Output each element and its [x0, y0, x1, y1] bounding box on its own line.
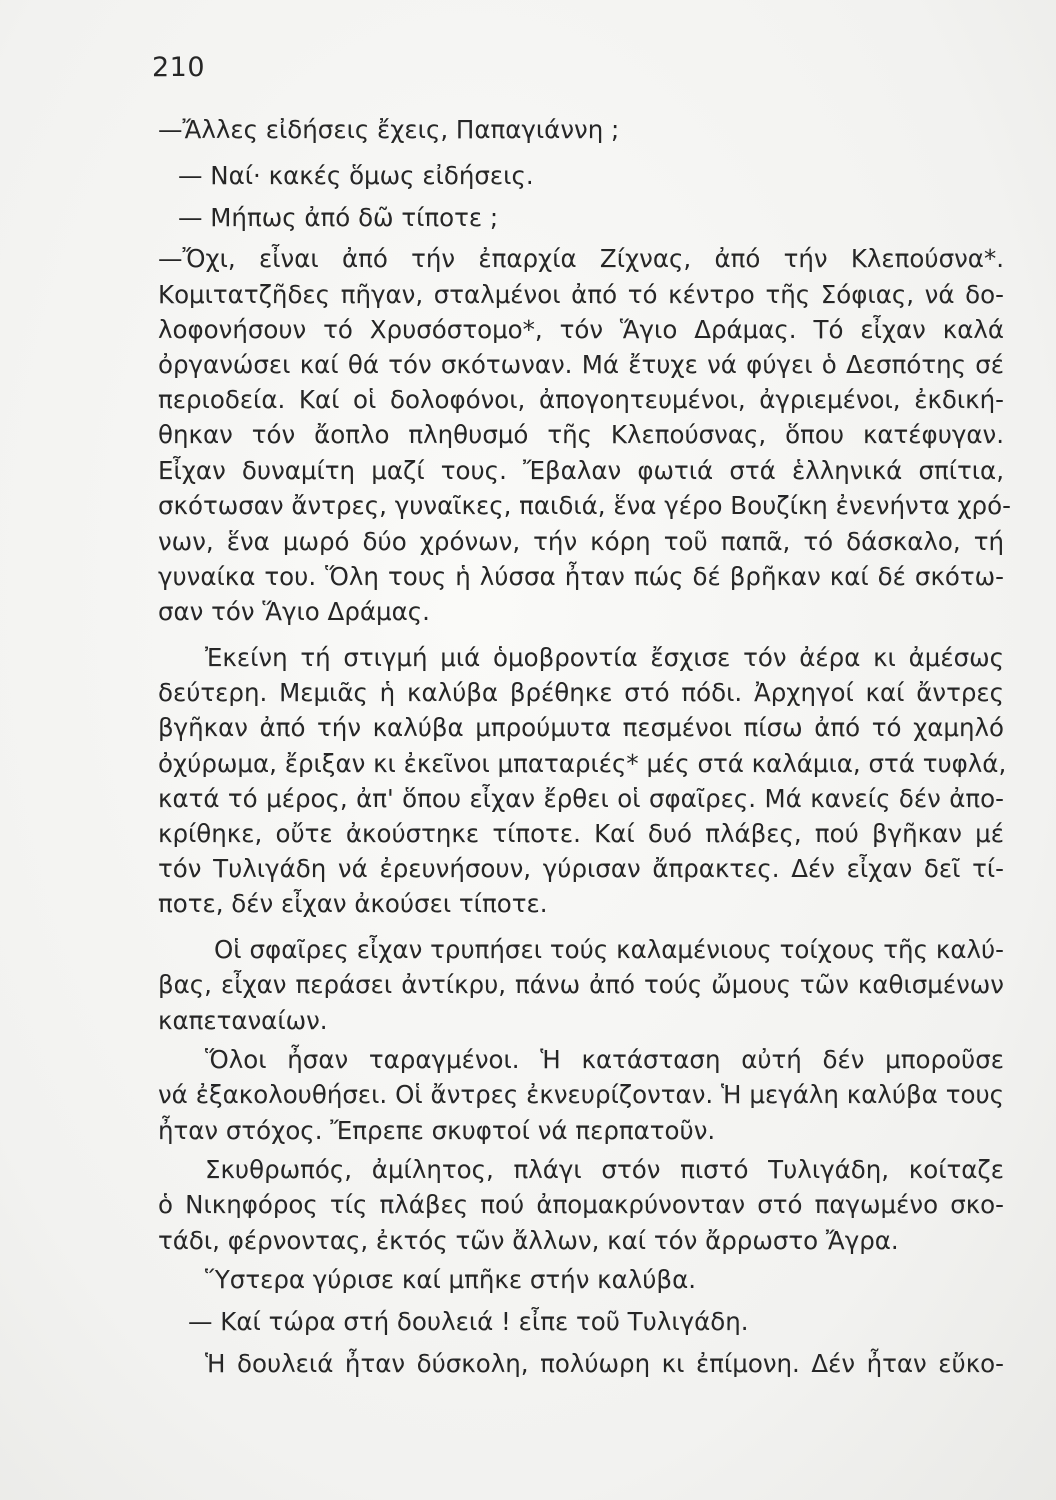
text-line: Ἐκείνη τή στιγμή μιά ὁμοβροντία ἔσχισε τόν ἀέρα κι ἀμέσως — [205, 643, 1004, 672]
text-line: — Ναί· κακές ὅμως εἰδήσεις. — [178, 161, 534, 190]
text-line: νά ἐξακολουθήσει. Οἱ ἄντρες ἐκνευρίζονταν. Ἡ μεγάλη καλύβα τους — [158, 1080, 1004, 1109]
text-line: σαν τόν Ἅγιο Δράμας. — [158, 597, 430, 626]
text-line: νων, ἕνα μωρό δύο χρόνων, τήν κόρη τοῦ παπᾶ, τό δάσκαλο, τή — [158, 527, 1004, 556]
text-line: ὁ Νικηφόρος τίς πλάβες πού ἀπομακρύνονταν στό παγωμένο σκο- — [158, 1190, 1004, 1219]
text-line: γυναίκα του. Ὅλη τους ἡ λύσσα ἦταν πώς δέ βρῆκαν καί δέ σκότω- — [158, 562, 1004, 591]
text-line: Οἱ σφαῖρες εἶχαν τρυπήσει τούς καλαμένιους τοίχους τῆς καλύ- — [214, 935, 1004, 964]
text-line: ὀχύρωμα, ἔριξαν κι ἐκεῖνοι μπαταριές* μές στά καλάμια, στά τυφλά, — [158, 749, 1007, 778]
text-line: Κομιτατζῆδες πῆγαν, σταλμένοι ἀπό τό κέντρο τῆς Σόφιας, νά δο- — [158, 280, 1004, 309]
text-line: θηκαν τόν ἄοπλο πληθυσμό τῆς Κλεπούσνας, ὅπου κατέφυγαν. — [158, 420, 1004, 449]
text-line: ἦταν στόχος. Ἔπρεπε σκυφτοί νά περπατοῦν. — [158, 1116, 716, 1145]
text-line: βγῆκαν ἀπό τήν καλύβα μπρούμυτα πεσμένοι πίσω ἀπό τό χαμηλό — [158, 713, 1004, 742]
page-number: 210 — [152, 52, 206, 83]
text-line: Ἡ δουλειά ἦταν δύσκολη, πολύωρη κι ἐπίμονη. Δέν ἦταν εὔκο- — [205, 1349, 1004, 1378]
text-line: Ὕστερα γύρισε καί μπῆκε στήν καλύβα. — [205, 1265, 697, 1294]
text-line: λοφονήσουν τό Χρυσόστομο*, τόν Ἅγιο Δράμας. Τό εἶχαν καλά — [158, 315, 1004, 344]
text-line: — Καί τώρα στή δουλειά ! εἶπε τοῦ Τυλιγάδη. — [188, 1307, 749, 1336]
text-line: περιοδεία. Καί οἱ δολοφόνοι, ἀπογοητευμένοι, ἀγριεμένοι, ἐκδική- — [158, 385, 1004, 414]
text-line: Ὅλοι ἦσαν ταραγμένοι. Ἡ κατάσταση αὐτή δέν μποροῦσε — [205, 1045, 1004, 1074]
text-line: καπεταναίων. — [158, 1006, 328, 1035]
text-line: τάδι, φέρνοντας, ἐκτός τῶν ἄλλων, καί τόν ἄρρωστο Ἄγρα. — [158, 1226, 899, 1255]
text-line: δεύτερη. Μεμιᾶς ἡ καλύβα βρέθηκε στό πόδι. Ἀρχηγοί καί ἄντρες — [158, 678, 1004, 707]
text-line: κρίθηκε, οὔτε ἀκούστηκε τίποτε. Καί δυό πλάβες, πού βγῆκαν μέ — [158, 819, 1004, 848]
text-line: Εἶχαν δυναμίτη μαζί τους. Ἔβαλαν φωτιά στά ἑλληνικά σπίτια, — [158, 456, 1004, 485]
text-line: — Μήπως ἀπό δῶ τίποτε ; — [178, 203, 499, 232]
text-line: ποτε, δέν εἶχαν ἀκούσει τίποτε. — [158, 889, 548, 918]
text-line: ὀργανώσει καί θά τόν σκότωναν. Μά ἔτυχε νά φύγει ὁ Δεσπότης σέ — [158, 350, 1004, 379]
text-line: βας, εἶχαν περάσει ἀντίκρυ, πάνω ἀπό τούς ὤμους τῶν καθισμένων — [158, 970, 1004, 999]
text-line: τόν Τυλιγάδη νά ἐρευνήσουν, γύρισαν ἄπρακτες. Δέν εἶχαν δεῖ τί- — [158, 854, 1004, 883]
text-line: σκότωσαν ἄντρες, γυναῖκες, παιδιά, ἕνα γέρο Βουζίκη ἐνενήντα χρό- — [158, 491, 1011, 520]
text-line: Σκυθρωπός, ἀμίλητος, πλάγι στόν πιστό Τυλιγάδη, κοίταζε — [205, 1155, 1004, 1184]
text-line: κατά τό μέρος, ἀπ' ὅπου εἶχαν ἔρθει οἱ σφαῖρες. Μά κανείς δέν ἀπο- — [158, 784, 1004, 813]
text-line: —Ἄλλες εἰδήσεις ἔχεις, Παπαγιάννη ; — [158, 115, 620, 144]
text-line: —Ὄχι, εἶναι ἀπό τήν ἐπαρχία Ζίχνας, ἀπό τήν Κλεπούσνα*. — [158, 244, 1004, 273]
